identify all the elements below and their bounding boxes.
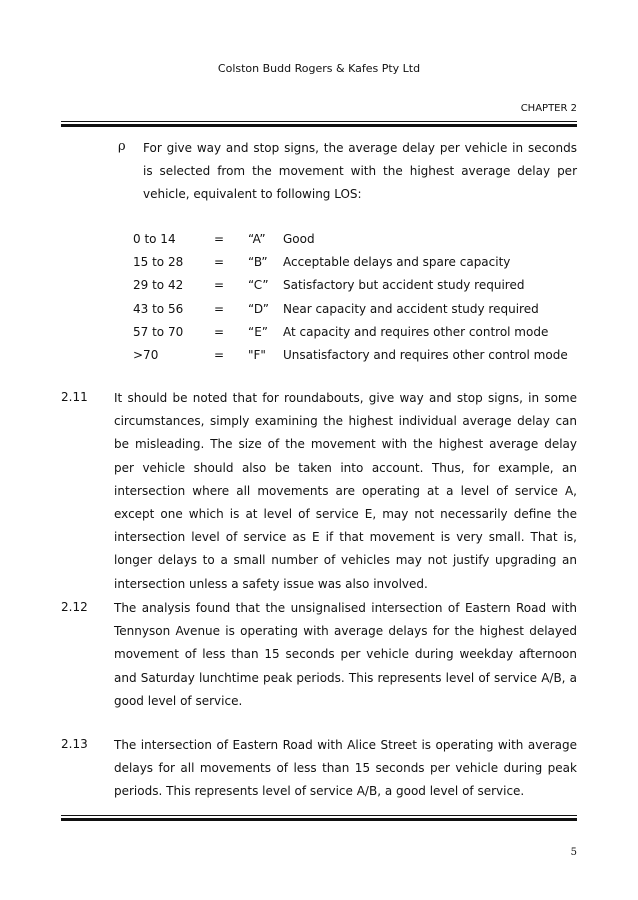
header-chapter-label: CHAPTER 2 [520, 103, 577, 114]
los-description: Unsatisfactory and requires other control mode [283, 347, 568, 362]
los-equals: = [214, 232, 225, 246]
los-grade: “C” [248, 278, 269, 293]
los-description: Satisfactory but accident study required [283, 278, 525, 293]
footer-rule [61, 815, 577, 821]
paragraph-text: The analysis found that the unsignalised intersection of Eastern Road with Tennyson Avenue is operating with average delays for the highest delayed movement of less than 15 seconds per vehicle during weekday afternoon and Saturday lunchtime peak periods. This represents level of service A/B, a good level of service. [114, 601, 577, 708]
header-rule [61, 121, 577, 127]
page-number: 5 [570, 847, 577, 858]
paragraph-number: 2.13 [61, 737, 88, 751]
los-description: Good [283, 232, 315, 246]
los-equals: = [214, 324, 225, 339]
los-equals: = [214, 255, 225, 270]
los-range: 29 to 42 [133, 278, 184, 293]
paragraph-number: 2.11 [61, 390, 88, 404]
los-grade: "F" [248, 347, 266, 362]
los-description: Acceptable delays and spare capacity [283, 255, 511, 270]
los-range: 43 to 56 [133, 301, 184, 316]
los-grade: “D” [248, 301, 269, 316]
header-firm-name: Colston Budd Rogers & Kafes Pty Ltd [217, 62, 421, 75]
paragraph-text: It should be noted that for roundabouts, give way and stop signs, in some circumstances, simply examining the highest individual average delay can be misleading. The size of the movement with the highest average delay per vehicle should also be taken into account. Thus, for example, an intersection where all movements are operating at a level of service A, except one which is at level of service E, may not necessarily define the intersection level of service as E if that movement is very small. That is, longer delays to a small number of vehicles may not justify upgrading an intersection unless a safety issue was also involved. [114, 391, 577, 591]
los-range: 0 to 14 [133, 232, 176, 246]
los-equals: = [214, 347, 225, 362]
los-grade: “E” [248, 324, 269, 339]
bullet-symbol: ρ [118, 139, 126, 154]
los-range: 15 to 28 [133, 255, 184, 270]
los-range: 57 to 70 [133, 324, 184, 339]
paragraph-text: The intersection of Eastern Road with Alice Street is operating with average delays for all movements of less than 15 seconds per vehicle during peak periods. This represents level of service A/B, a good level of service. [114, 738, 577, 799]
los-description: Near capacity and accident study required [283, 301, 539, 316]
paragraph-number: 2.12 [61, 600, 88, 614]
los-equals: = [214, 301, 225, 316]
los-equals: = [214, 278, 225, 293]
los-grade: “A” [248, 232, 266, 246]
los-range: >70 [133, 347, 159, 362]
los-grade: “B” [248, 255, 268, 270]
bullet-text: For give way and stop signs, the average delay per vehicle in seconds is selected from the movement with the highest average delay per vehicle, equivalent to following LOS: [143, 141, 577, 201]
los-description: At capacity and requires other control mode [283, 324, 549, 339]
